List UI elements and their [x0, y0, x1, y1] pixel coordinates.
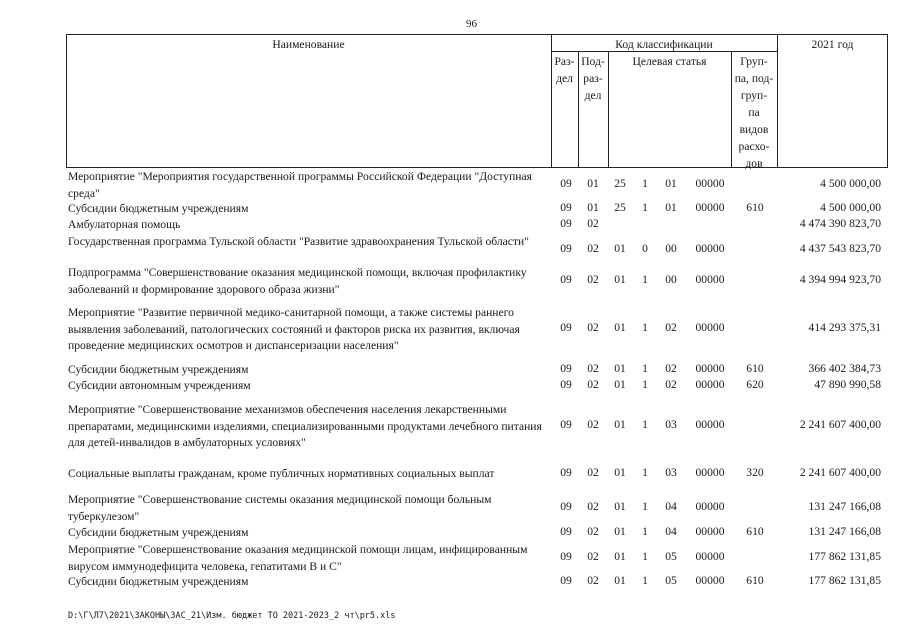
- row-target-4: 00000: [695, 177, 725, 190]
- row-target-2: 1: [642, 362, 648, 375]
- row-amount: 47 890 990,58: [814, 378, 881, 391]
- row-target-3: 00: [665, 242, 677, 255]
- row-name: Субсидии бюджетным учреждениям: [68, 363, 249, 376]
- header-podrazdel-line: дел: [584, 89, 602, 102]
- row-target-4: 00000: [695, 500, 725, 513]
- row-target-3: 01: [665, 201, 677, 214]
- header-podrazdel-line: Под-: [581, 55, 605, 68]
- row-target-3: 03: [665, 418, 677, 431]
- row-target-2: 1: [642, 177, 648, 190]
- row-target-2: 1: [642, 550, 648, 563]
- file-path-footer: D:\Г\Л7\2021\ЗАКОНЫ\ЗАС_21\Изм. бюджет ТО 2021-2023_2 чт\pr5.xls: [68, 611, 396, 621]
- row-podrazdel: 02: [587, 525, 599, 538]
- row-target-2: 1: [642, 525, 648, 538]
- row-target-2: 1: [642, 273, 648, 286]
- page-number: 96: [466, 18, 477, 30]
- row-target-4: 00000: [695, 273, 725, 286]
- row-razdel: 09: [560, 362, 572, 375]
- row-podrazdel: 02: [587, 466, 599, 479]
- row-amount: 366 402 384,73: [808, 362, 881, 375]
- row-name: Мероприятие "Мероприятия государственной программы Российской Федерации "Доступная среда": [68, 170, 532, 200]
- row-podrazdel: 01: [587, 177, 599, 190]
- header-group-line: видов: [739, 123, 769, 136]
- header-group-line: Груп-: [740, 55, 768, 68]
- row-group: 610: [746, 525, 764, 538]
- row-target-1: 01: [614, 525, 626, 538]
- row-target-1: 01: [614, 574, 626, 587]
- row-name: Государственная программа Тульской области "Развитие здравоохранения Тульской области": [68, 235, 529, 248]
- header-razdel: [551, 53, 578, 87]
- row-target-1: 25: [614, 201, 626, 214]
- row-target-3: 05: [665, 550, 677, 563]
- row-target-4: 00000: [695, 466, 725, 479]
- header-year: 2021 год: [811, 38, 854, 51]
- row-amount: 4 394 994 923,70: [799, 273, 881, 286]
- row-name: Мероприятие "Совершенствование механизмов обеспечения населения лекарственными препаратами, медицинскими изделиями, специализированными продуктами лечебного питания для детей-инвалидов в амбулаторных условиях": [68, 403, 542, 449]
- row-target-3: 05: [665, 574, 677, 587]
- row-name: Субсидии бюджетным учреждениям: [68, 526, 249, 539]
- row-razdel: 09: [560, 217, 572, 230]
- row-target-1: 01: [614, 378, 626, 391]
- row-podrazdel: 02: [587, 418, 599, 431]
- row-razdel: 09: [560, 418, 572, 431]
- row-amount: 131 247 166,08: [808, 525, 881, 538]
- row-target-4: 00000: [695, 550, 725, 563]
- row-target-3: 02: [665, 321, 677, 334]
- row-group: 610: [746, 201, 764, 214]
- row-group: 320: [746, 466, 764, 479]
- row-target-2: 1: [642, 418, 648, 431]
- row-target-3: 01: [665, 177, 677, 190]
- row-amount: 177 862 131,85: [808, 550, 881, 563]
- row-target-2: 1: [642, 321, 648, 334]
- row-target-3: 02: [665, 362, 677, 375]
- row-target-1: 25: [614, 177, 626, 190]
- row-razdel: 09: [560, 242, 572, 255]
- row-podrazdel: 02: [587, 362, 599, 375]
- row-amount: 131 247 166,08: [808, 500, 881, 513]
- row-razdel: 09: [560, 177, 572, 190]
- row-target-4: 00000: [695, 242, 725, 255]
- row-razdel: 09: [560, 273, 572, 286]
- row-name: Мероприятие "Развитие первичной медико-санитарной помощи, а также системы раннего выявления заболеваний, патологических состояний и факторов риска их развития, включая проведение медицинских осмотров и диспансеризации населения": [68, 306, 520, 352]
- row-target-4: 00000: [695, 418, 725, 431]
- row-name: Амбулаторная помощь: [68, 218, 181, 231]
- row-target-2: 1: [642, 574, 648, 587]
- row-amount: 4 437 543 823,70: [799, 242, 881, 255]
- row-amount: 2 241 607 400,00: [799, 466, 881, 479]
- row-target-1: 01: [614, 500, 626, 513]
- header-divider: [777, 34, 778, 168]
- row-target-3: 03: [665, 466, 677, 479]
- row-target-1: 01: [614, 362, 626, 375]
- row-group: 620: [746, 378, 764, 391]
- header-razdel-line: Раз-: [554, 55, 575, 68]
- header-classification: Код классификации: [615, 38, 713, 51]
- row-name: Социальные выплаты гражданам, кроме публичных нормативных социальных выплат: [68, 467, 495, 480]
- row-target-3: 04: [665, 500, 677, 513]
- header-podrazdel-line: раз-: [583, 72, 603, 85]
- row-podrazdel: 02: [587, 574, 599, 587]
- row-group: 610: [746, 362, 764, 375]
- row-podrazdel: 02: [587, 321, 599, 334]
- row-target-2: 1: [642, 466, 648, 479]
- header-razdel-line: дел: [556, 72, 573, 85]
- row-amount: 2 241 607 400,00: [799, 418, 881, 431]
- row-target-4: 00000: [695, 378, 725, 391]
- row-podrazdel: 02: [587, 242, 599, 255]
- row-target-4: 00000: [695, 321, 725, 334]
- header-name: Наименование: [272, 38, 345, 51]
- header-podrazdel: [578, 53, 608, 104]
- row-amount: 4 500 000,00: [820, 177, 881, 190]
- row-amount: 4 474 390 823,70: [799, 217, 881, 230]
- row-target-2: 1: [642, 378, 648, 391]
- row-group: 610: [746, 574, 764, 587]
- row-podrazdel: 02: [587, 550, 599, 563]
- header-group-line: груп-: [740, 89, 768, 102]
- row-razdel: 09: [560, 201, 572, 214]
- row-target-1: 01: [614, 550, 626, 563]
- row-amount: 4 500 000,00: [820, 201, 881, 214]
- row-target-2: 1: [642, 201, 648, 214]
- row-razdel: 09: [560, 574, 572, 587]
- header-group-line: расхо-: [738, 140, 770, 153]
- row-target-2: 0: [642, 242, 648, 255]
- row-razdel: 09: [560, 500, 572, 513]
- row-amount: 414 293 375,31: [808, 321, 881, 334]
- header-group: [731, 53, 777, 172]
- row-target-3: 02: [665, 378, 677, 391]
- row-name: Мероприятие "Совершенствование оказания медицинской помощи лицам, инфицированным вирусом иммунодефицита человека, гепатитами В и С": [68, 543, 528, 573]
- row-target-1: 01: [614, 418, 626, 431]
- row-target-1: 01: [614, 242, 626, 255]
- row-podrazdel: 02: [587, 217, 599, 230]
- row-target-4: 00000: [695, 525, 725, 538]
- row-razdel: 09: [560, 466, 572, 479]
- row-podrazdel: 02: [587, 500, 599, 513]
- row-name: Мероприятие "Совершенствование системы оказания медицинской помощи больным туберкулезом": [68, 493, 492, 523]
- row-target-4: 00000: [695, 574, 725, 587]
- row-target-2: 1: [642, 500, 648, 513]
- row-razdel: 09: [560, 525, 572, 538]
- row-name: Субсидии автономным учреждениям: [68, 379, 251, 392]
- header-group-line: дов: [745, 157, 763, 170]
- row-target-1: 01: [614, 466, 626, 479]
- row-razdel: 09: [560, 550, 572, 563]
- row-target-3: 04: [665, 525, 677, 538]
- row-target-4: 00000: [695, 362, 725, 375]
- row-name: Субсидии бюджетным учреждениям: [68, 202, 249, 215]
- row-razdel: 09: [560, 378, 572, 391]
- header-group-line: па: [748, 106, 760, 119]
- row-target-4: 00000: [695, 201, 725, 214]
- row-target-1: 01: [614, 321, 626, 334]
- row-podrazdel: 02: [587, 273, 599, 286]
- header-target: Целевая статья: [632, 55, 707, 68]
- row-razdel: 09: [560, 321, 572, 334]
- row-podrazdel: 01: [587, 201, 599, 214]
- row-name: Подпрограмма "Совершенствование оказания медицинской помощи, включая профилактику заболеваний и формирование здорового образа жизни": [68, 266, 527, 296]
- row-podrazdel: 02: [587, 378, 599, 391]
- row-target-1: 01: [614, 273, 626, 286]
- row-name: Субсидии бюджетным учреждениям: [68, 575, 249, 588]
- header-group-line: па, под-: [734, 72, 774, 85]
- row-target-3: 00: [665, 273, 677, 286]
- row-amount: 177 862 131,85: [808, 574, 881, 587]
